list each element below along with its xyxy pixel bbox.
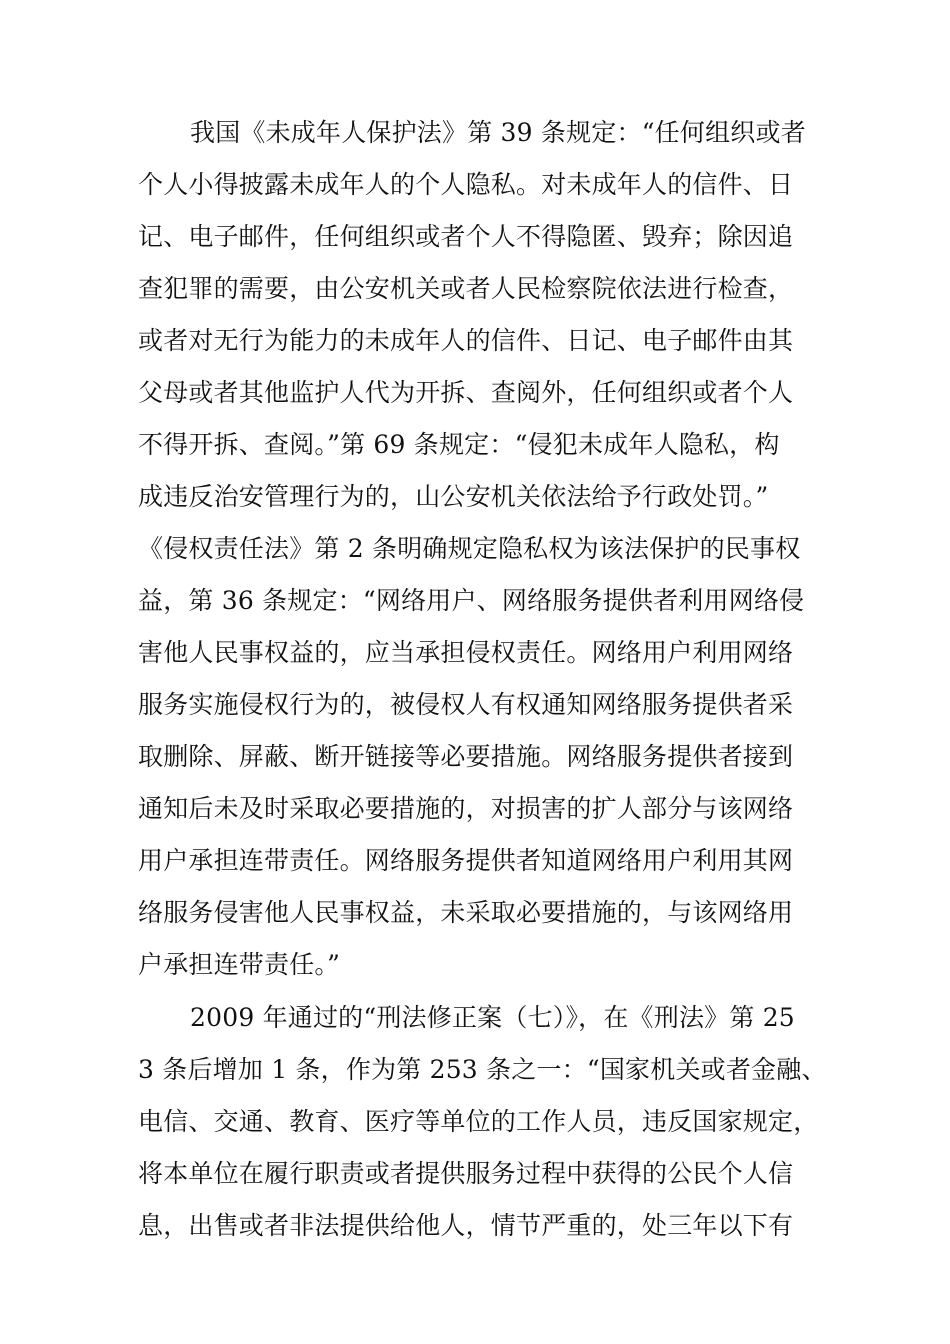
paragraph-1-line-7: 不得开拆、查阅。”第 69 条规定：“侵犯未成年人隐私，构: [138, 430, 780, 459]
paragraph-1-line-8: 成违反治安管理行为的，山公安机关依法给予行政处罚。”: [138, 482, 769, 511]
paragraph-1-line-15: 用户承担连带责任。网络服务提供者知道网络用户利用其网: [138, 846, 794, 875]
paragraph-2-line-2: 3 条后增加 1 条，作为第 253 条之一：“国家机关或者金融、: [138, 1055, 827, 1084]
paragraph-1-line-2: 个人小得披露未成年人的个人隐私。对未成年人的信件、日: [138, 170, 794, 199]
paragraph-1-line-3: 记、电子邮件，任何组织或者个人不得隐匿、毁弃；除因追: [138, 222, 794, 251]
paragraph-2-line-4: 将本单位在履行职责或者提供服务过程中获得的公民个人信: [138, 1159, 794, 1188]
paragraph-1-line-17: 户承担连带责任。”: [138, 950, 341, 979]
paragraph-1-line-4: 查犯罪的需要，由公安机关或者人民检察院依法进行检查，: [138, 274, 794, 303]
paragraph-2-line-5: 息，出售或者非法提供给他人，情节严重的，处三年以下有: [138, 1211, 794, 1240]
paragraph-1-line-1: 我国《未成年人保护法》第 39 条规定：“任何组织或者: [190, 118, 806, 147]
paragraph-1-line-5: 或者对无行为能力的未成年人的信件、日记、电子邮件由其: [138, 326, 794, 355]
paragraph-2-line-3: 电信、交通、教育、医疗等单位的工作人员，违反国家规定，: [138, 1107, 819, 1136]
paragraph-1-line-13: 取删除、屏蔽、断开链接等必要措施。网络服务提供者接到: [138, 742, 794, 771]
paragraph-1-line-10: 益，第 36 条规定：“网络用户、网络服务提供者利用网络侵: [138, 586, 805, 615]
paragraph-1-line-16: 络服务侵害他人民事权益，未采取必要措施的，与该网络用: [138, 898, 794, 927]
paragraph-1-line-6: 父母或者其他监护人代为开拆、查阅外，任何组织或者个人: [138, 378, 794, 407]
paragraph-1-line-12: 服务实施侵权行为的，被侵权人有权通知网络服务提供者采: [138, 690, 794, 719]
paragraph-2-line-1: 2009 年通过的“刑法修正案（七）》，在《刑法》第 25: [190, 1003, 795, 1032]
paragraph-1-line-11: 害他人民事权益的，应当承担侵权责任。网络用户利用网络: [138, 638, 794, 667]
paragraph-1-line-14: 通知后未及时采取必要措施的，对损害的扩人部分与该网络: [138, 794, 794, 823]
paragraph-1-line-9: 《侵权责任法》第 2 条明确规定隐私权为该法保护的民事权: [138, 534, 801, 563]
